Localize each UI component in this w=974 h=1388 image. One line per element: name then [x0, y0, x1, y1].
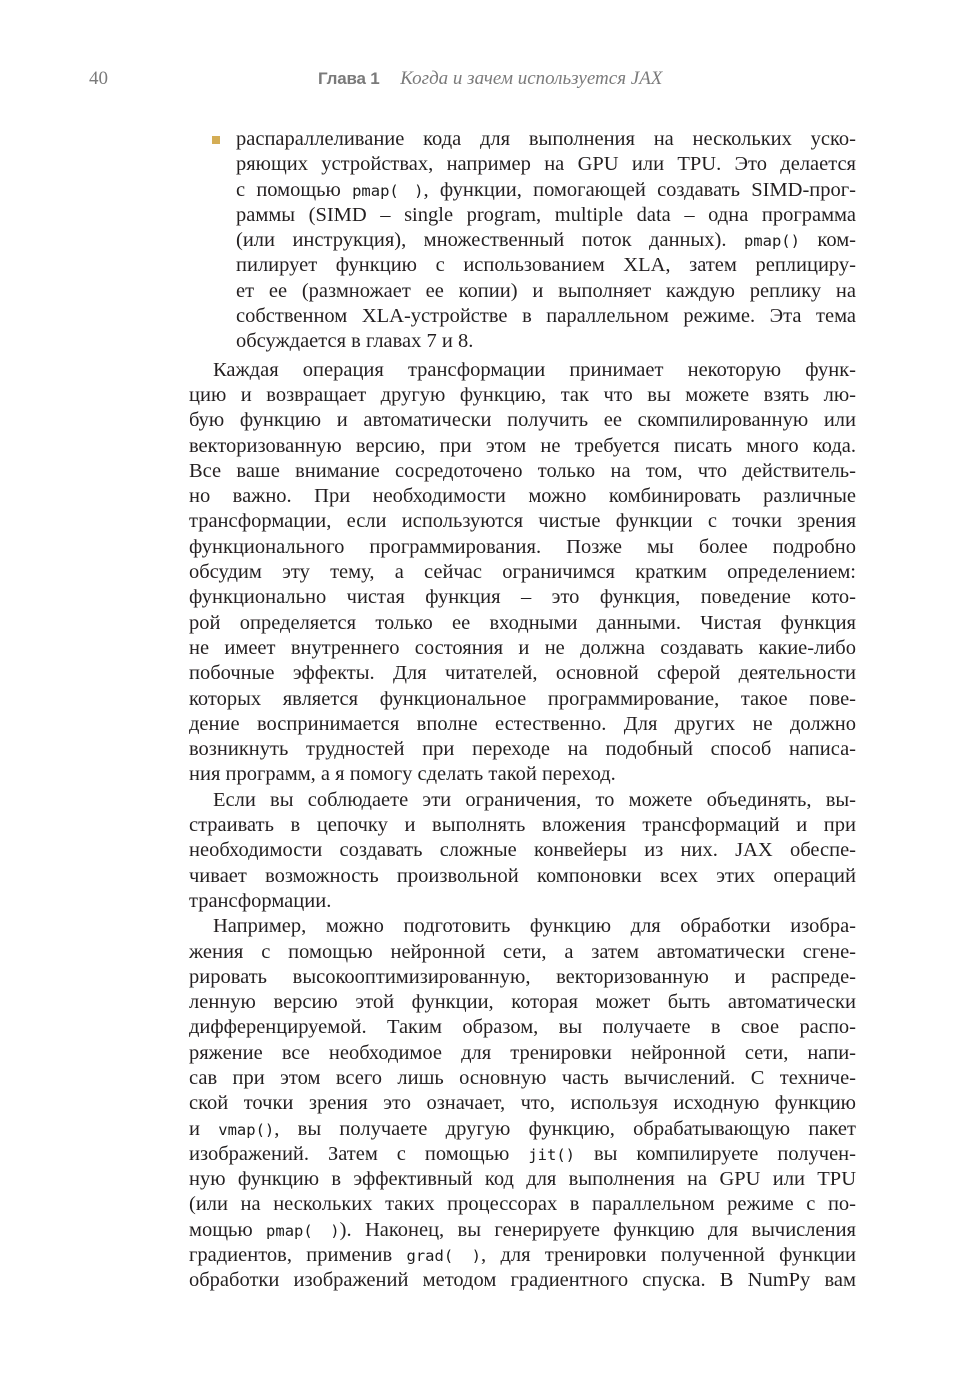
text-line: бую функцию и автоматически получить ее скомпилированную или — [189, 409, 856, 432]
bullet-item — [189, 127, 856, 355]
bullet-square-icon — [212, 136, 220, 144]
text-line: не имеет внутреннего состояния и не должна создавать какие-либо — [189, 636, 856, 659]
chapter-title: Когда и зачем используется JAX — [400, 68, 663, 89]
text-line: сав при этом всего лишь основную часть вычислений. С техниче- — [189, 1066, 856, 1089]
text-line: трансформации, если используются чистые функции с точки зрения — [189, 510, 856, 533]
text-line: ленную версию этой функции, которая может быть автоматически — [189, 991, 856, 1014]
text-line: распараллеливание кода для выполнения на нескольких уско- — [236, 128, 856, 150]
text-line: собственном XLA-устройстве в параллельном режиме. Эта тема — [236, 305, 856, 328]
inline-code: pmap( ) — [266, 1221, 340, 1240]
text-line: цию и возвращает другую функцию, так что вы можете взять лю- — [189, 383, 856, 406]
text-line: жения с помощью нейронной сети, а затем автоматически сгене- — [189, 940, 856, 963]
text-line: ет ее (размножает ее копии) и выполняет каждую реплику на — [236, 279, 856, 302]
text-line: трансформации. — [189, 889, 332, 912]
paragraph-transformations — [189, 358, 856, 788]
inline-code: pmap( ) — [352, 181, 424, 200]
text-line: обсудим эту тему, а сейчас ограничимся кратким определением: — [189, 561, 856, 584]
text-line: чивает возможность произвольной компоновки всех этих операций — [189, 864, 856, 887]
text-line: которых является функциональное программирование, такое пове- — [189, 687, 856, 710]
text-line: обсуждается в главах 7 и 8. — [236, 330, 474, 353]
text-line: Каждая операция трансформации принимает некоторую функ- — [213, 358, 856, 381]
text-line: возникнуть трудностей при переходе на подобный способ написа- — [189, 738, 856, 761]
text-line: раммы (SIMD – single program, multiple data – одна программа — [236, 203, 856, 226]
text-line: ской точки зрения это означает, что, используя исходную функцию — [189, 1092, 856, 1115]
text-line: ния программ, а я помогу сделать такой переход. — [189, 763, 616, 786]
text-line: Если вы соблюдаете эти ограничения, то можете объединять, вы- — [213, 788, 856, 811]
running-head — [318, 68, 662, 90]
text-line: рировать высокооптимизированную, векторизованную и распреде- — [189, 965, 856, 988]
text-line: векторизованную версию, при этом не требуется писать много кода. — [189, 434, 856, 457]
inline-code: vmap() — [218, 1120, 275, 1139]
text-line: ряжение все необходимое для тренировки нейронной сети, напи- — [189, 1041, 856, 1064]
inline-code: jit() — [528, 1145, 575, 1164]
text-line: ную функцию в эффективный код для выполнения на GPU или TPU — [189, 1168, 856, 1191]
text-line: градиентов, применив grad( ), для тренировки полученной функции — [189, 1244, 856, 1267]
text-line: функционального программирования. Позже мы более подробно — [189, 535, 856, 558]
text-line: функционально чистая функция – это функция, поведение кото- — [189, 586, 856, 609]
text-line: (или инструкция), множественный поток данных). pmap() ком- — [236, 229, 857, 252]
page-content — [189, 127, 856, 1294]
text-line: страивать в цепочку и выполнять вложения трансформаций и при — [189, 814, 856, 837]
text-line: ряющих устройствах, например на GPU или TPU. Это делается — [236, 153, 856, 176]
text-line: побочные эффекты. Для читателей, основной сферой деятельности — [189, 662, 856, 685]
text-line: с помощью pmap( ), функции, помогающей создавать SIMD-прог- — [236, 178, 856, 201]
text-line: но важно. При необходимости можно комбинировать различные — [189, 485, 856, 508]
text-line: Все ваше внимание сосредоточено только на том, что действитель- — [189, 459, 856, 482]
inline-code: grad( ) — [406, 1247, 482, 1266]
text-line: и vmap(), вы получаете другую функцию, обрабатывающую пакет — [189, 1117, 856, 1140]
chapter-label: Глава 1 — [318, 69, 380, 88]
text-line: мощью pmap( )). Наконец, вы генерируете функцию для вычисления — [189, 1218, 856, 1241]
paragraph-constraints — [189, 788, 856, 914]
text-line: дение воспринимается вполне естественно. Для других не должно — [189, 712, 856, 735]
text-line: дифференцируемой. Таким образом, вы получаете в свое распо- — [189, 1016, 856, 1039]
inline-code: pmap() — [743, 232, 800, 251]
text-line: Например, можно подготовить функцию для обработки изобра- — [213, 915, 856, 938]
page-number: 40 — [89, 68, 108, 89]
text-line: изображений. Затем с помощью jit() вы компилируете получен- — [189, 1142, 856, 1165]
text-line: обработки изображений методом градиентного спуска. В NumPy вам — [189, 1269, 856, 1292]
text-line: пилирует функцию с использованием XLA, затем реплициру- — [236, 254, 856, 277]
text-line: рой определяется только ее входными данными. Чистая функция — [189, 611, 856, 634]
paragraph-example — [189, 914, 856, 1293]
text-line: необходимости создавать сложные конвейеры из них. JAX обеспе- — [189, 839, 856, 862]
text-line: (или на нескольких таких процессорах в параллельном режиме с по- — [189, 1193, 856, 1216]
